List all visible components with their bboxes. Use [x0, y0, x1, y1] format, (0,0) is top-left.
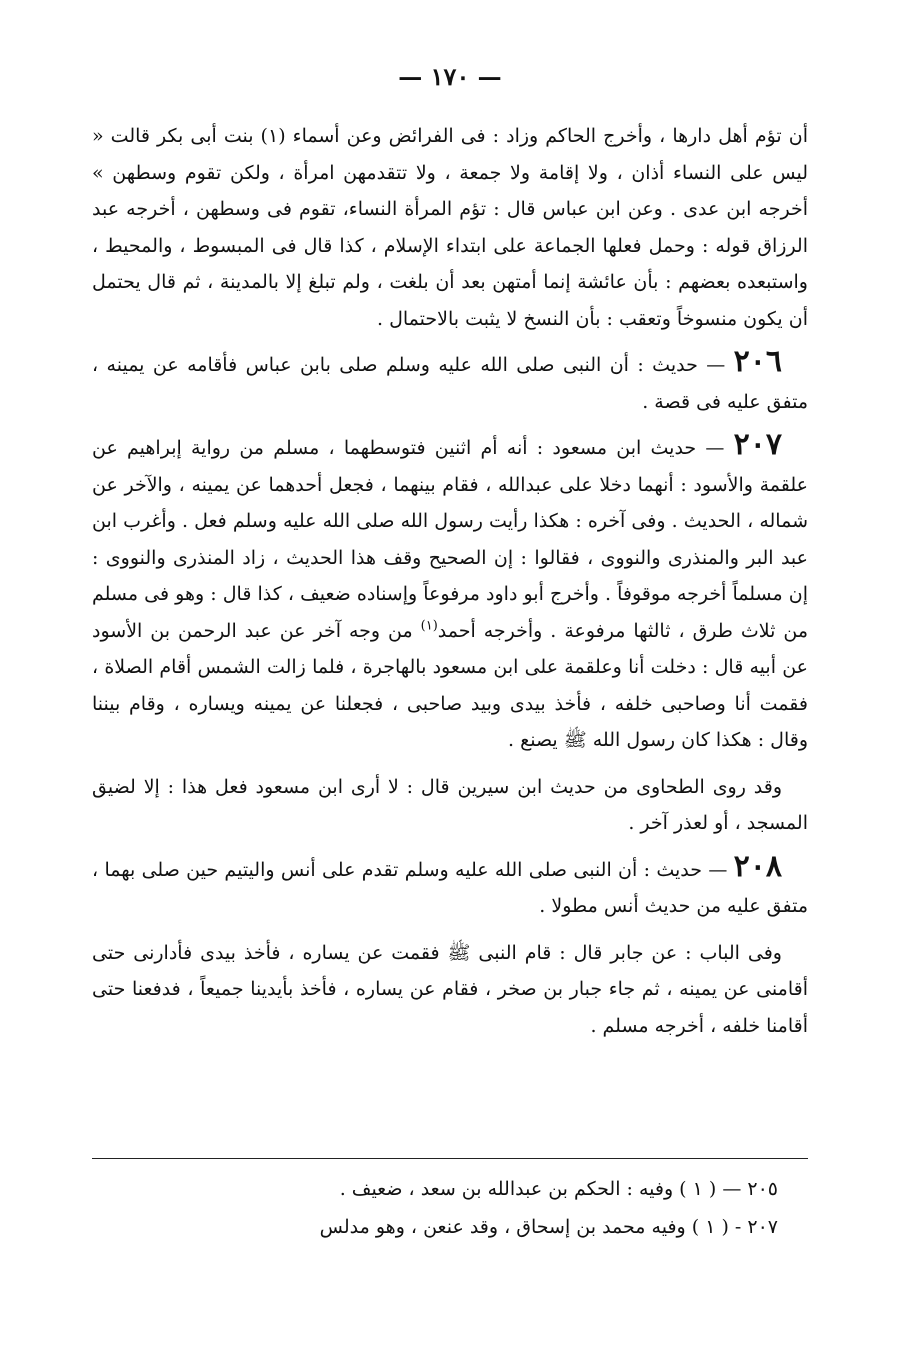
paragraph-intro: أن تؤم أهل دارها ، وأخرج الحاكم وزاد : فى الفرائض وعن أسماء (١) بنت أبى بكر قالت « ليس على النساء أذان ، ولا إقامة ولا جمعة ، ولا تتقدمهن امرأة ، ولكن تقوم وسطهن » أخرجه ابن عدى . وعن ابن عباس قال : تؤم المرأة النساء، تقوم فى وسطهن ، أخرجه عبد الرزاق قوله : وحمل فعلها الجماعة على ابتداء الإسلام ، كذا قال فى المبسوط ، والمحيط ، واستبعده بعضهم : بأن عائشة إنما أمتهن بعد أن بلغت ، ولم تبلغ إلا بالمدينة ، ثم قال يحتمل أن يكون منسوخاً وتعقب : بأن النسخ لا يثبت بالاحتمال .: [92, 125, 808, 330]
footnote-divider: [92, 1158, 808, 1159]
paragraph-tahawi: وقد روى الطحاوى من حديث ابن سيرين قال : لا أرى ابن مسعود فعل هذا : إلا لضيق المسجد ، أو لعذر آخر .: [92, 775, 808, 834]
hadith-number: ٢٠٧: [733, 427, 782, 462]
hadith-text: — حديث ابن مسعود : أنه أم اثنين فتوسطهما ، مسلم من رواية إبراهيم عن علقمة والأسود : أنهما دخلا على عبدالله ، فقام بينهما ، فجعل أحدهما عن يمينه ، والآخر عن شماله ، الحديث . وفى آخره : هكذا رأيت رسول الله صلى الله عليه وسلم فعل . وأغرب ابن عبد البر والمنذرى والنووى ، فقالوا : إن الصحيح وقف هذا الحديث ، زاد المنذرى والنووى : إن مسلماً أخرجه موقوفاً . وأخرج أبو داود مرفوعاً وإسناده ضعيف ، كذا قال : وهو فى مسلم من ثلاث طرق ، ثالثها مرفوعة . وأخرجه أحمد: [92, 437, 808, 642]
hadith-number: ٢٠٦: [733, 344, 782, 379]
footnotes: [92, 1170, 808, 1246]
hadith-206: [92, 344, 808, 420]
footnote-item: ٢٠٧ - ( ١ ) وفيه محمد بن إسحاق ، وقد عنعن ، وهو مدلس: [319, 1216, 778, 1238]
hadith-number: ٢٠٨: [733, 848, 782, 884]
paragraph-bab: وفى الباب : عن جابر قال : قام النبى ﷺ فقمت عن يساره ، فأخذ بيدى فأدارنى حتى أقامنى عن يمينه ، ثم جاء جبار بن صخر ، فقام عن يساره ، فأخذ بأيدينا جميعاً ، فدفعنا حتى أقامنا خلفه ، أخرجه مسلم .: [92, 941, 808, 1037]
page-body: [92, 118, 808, 1044]
hadith-207: [92, 427, 808, 759]
hadith-text: — حديث : أن النبى صلى الله عليه وسلم تقدم على أنس واليتيم حين صلى بهما ، متفق عليه من حديث أنس مطولا .: [92, 858, 808, 917]
page-number: — ١٧٠ —: [398, 62, 502, 91]
hadith-text-continued: من وجه آخر عن عبد الرحمن بن الأسود عن أبيه قال : دخلت أنا وعلقمة على ابن مسعود بالهاجرة ، فلما زالت الشمس أقام الصلاة ، فقمت أنا وصاحبى خلفه ، فأخذ بيدى وبيد صاحبى ، فجعلنا عن يمينه ويساره ، وقام بيننا وقال : هكذا كان رسول الله ﷺ يصنع .: [92, 619, 808, 751]
hadith-text: — حديث : أن النبى صلى الله عليه وسلم صلى بابن عباس فأقامه عن يمينه ، متفق عليه فى قصة .: [92, 354, 808, 413]
footnote-item: ٢٠٥ — ( ١ ) وفيه : الحكم بن عبدالله بن سعد ، ضعيف .: [339, 1178, 778, 1200]
hadith-208: [92, 848, 808, 925]
footnote-marker: (١): [420, 618, 438, 634]
